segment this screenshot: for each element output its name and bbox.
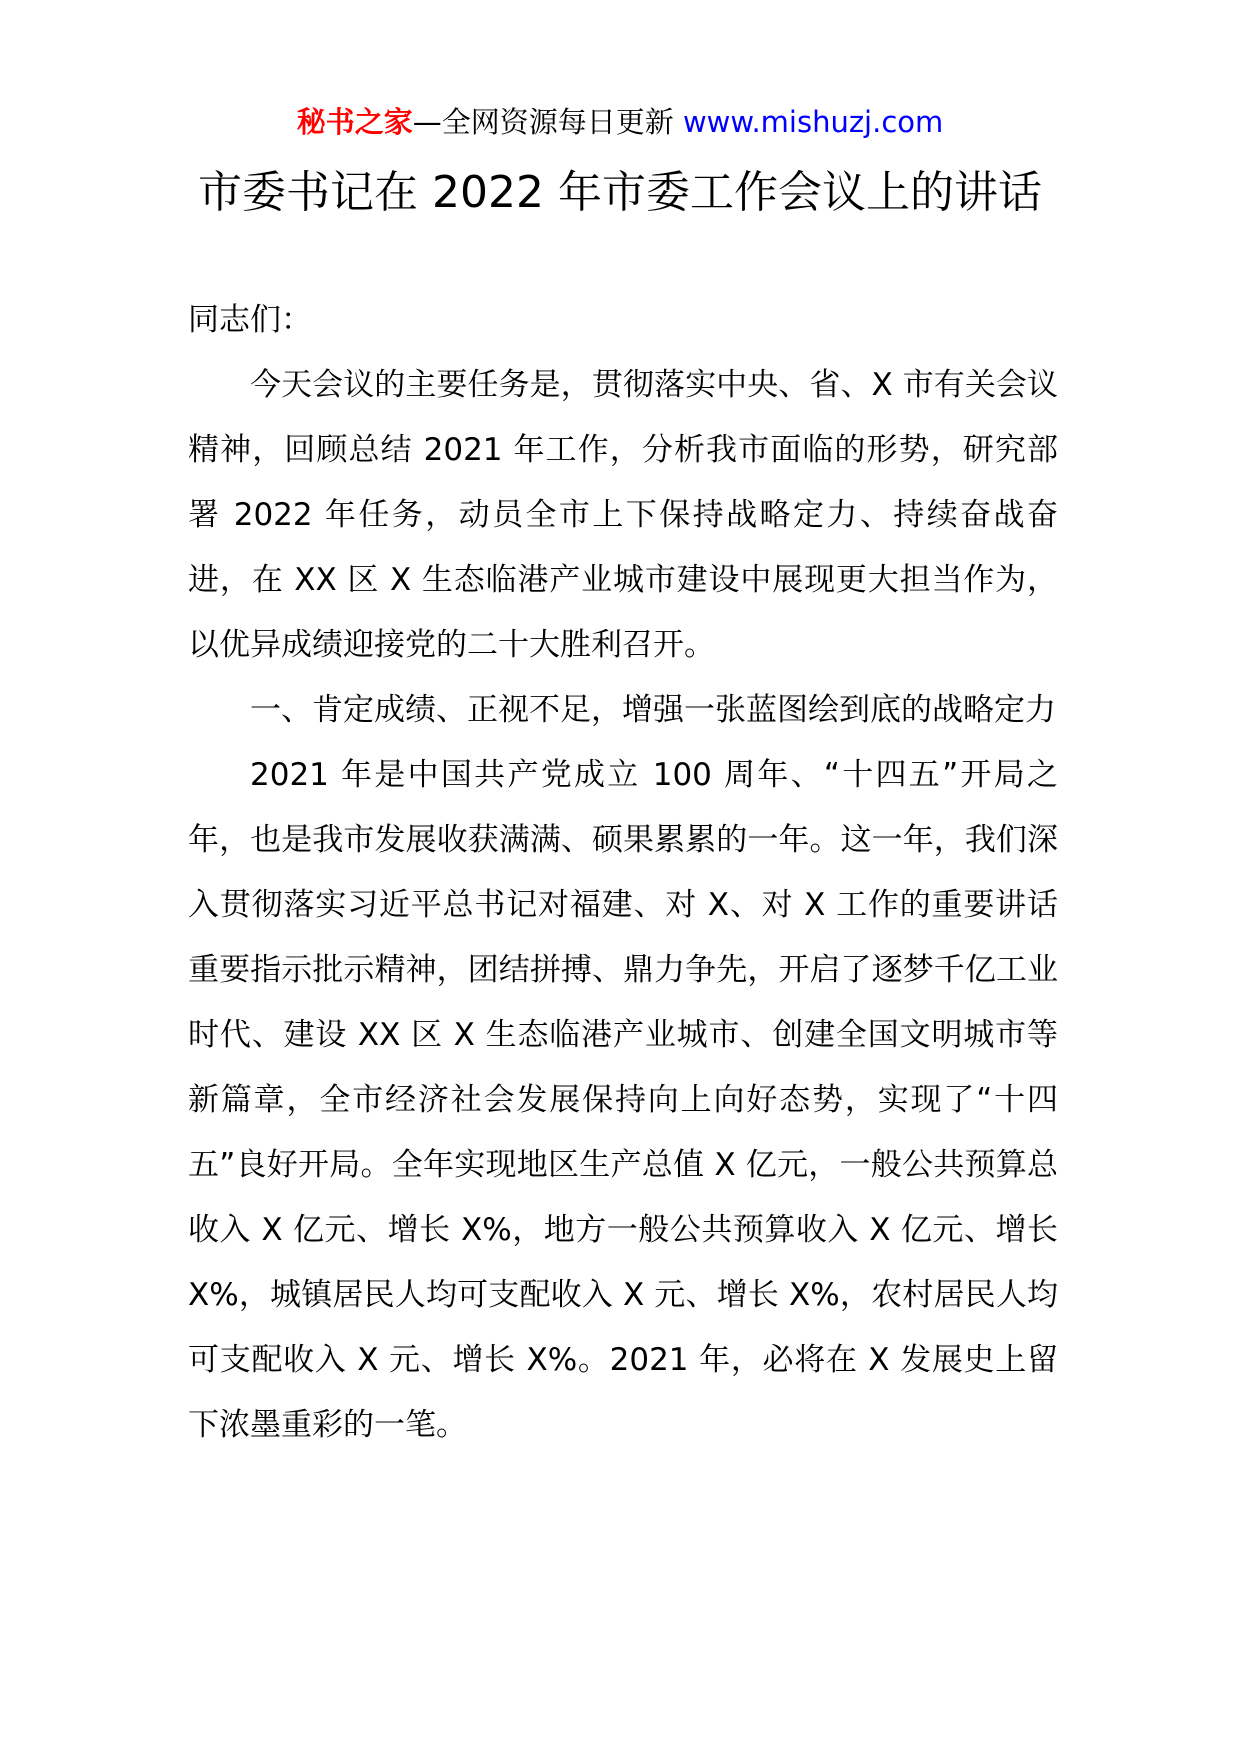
salutation: 同志们： [188,302,312,338]
site-header [0,100,1240,144]
site-url-link[interactable]: www.mishuzj.com [682,105,944,139]
document-body [188,288,1058,1458]
paragraph-intro: 今天会议的主要任务是，贯彻落实中央、省、X 市有关会议精神，回顾总结 2021 年工作，分析我市面临的形势，研究部署 2022 年任务，动员全市上下保持战略定力、持续奋战奋进，在 XX 区 X 生态临港产业城市建设中展现更大担当作为，以优异成绩迎接党的二十大胜利召开。 [188,367,1058,663]
paragraph-achievements: 2021 年是中国共产党成立 100 周年、“十四五”开局之年，也是我市发展收获满满、硕果累累的一年。这一年，我们深入贯彻落实习近平总书记对福建、对 X、对 X 工作的重要讲话重要指示批示精神，团结拼搏、鼎力争先，开启了逐梦千亿工业时代、建设 XX 区 X 生态临港产业城市、创建全国文明城市等新篇章，全市经济社会发展保持向上向好态势，实现了“十四五”良好开局。全年实现地区生产总值 X 亿元，一般公共预算总收入 X 亿元、增长 X%，地方一般公共预算收入 X 亿元、增长 X%，城镇居民人均可支配收入 X 元、增长 X%，农村居民人均可支配收入 X 元、增长 X%。2021 年，必将在 X 发展史上留下浓墨重彩的一笔。 [188,757,1058,1443]
section-heading: 一、肯定成绩、正视不足，增强一张蓝图绘到底的战略定力 [250,692,1056,728]
site-brand: 秘书之家 [296,105,413,139]
site-tagline: —全网资源每日更新 [412,105,683,139]
document-title: 市委书记在 2022 年市委工作会议上的讲话 [198,167,1042,218]
